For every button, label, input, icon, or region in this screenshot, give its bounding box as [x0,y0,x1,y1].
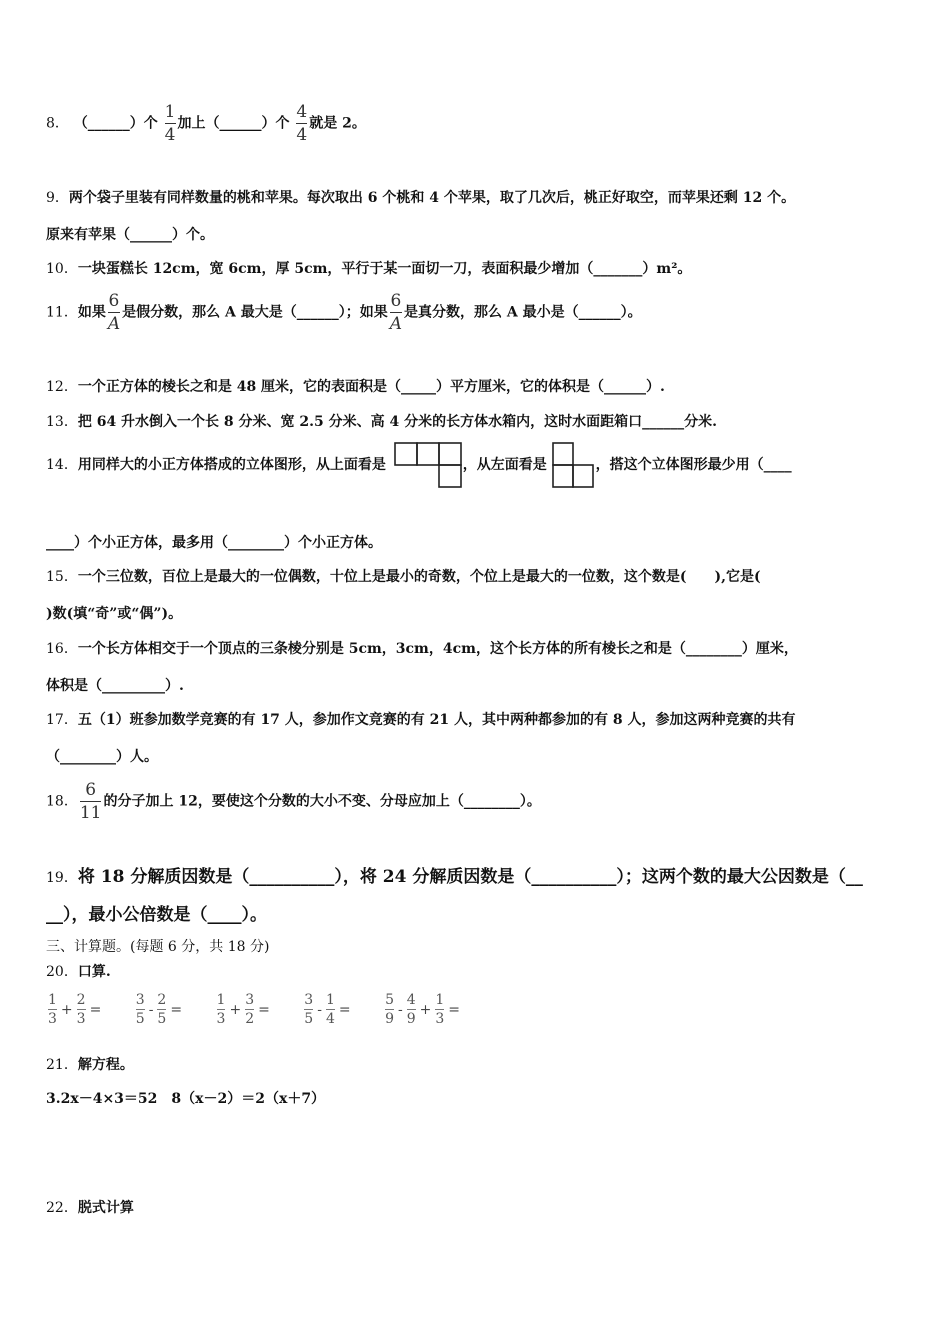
question-15 [46,566,761,586]
question-12 [46,376,665,396]
question-21 [46,1054,134,1074]
expression-4: $\frac{3}{5}$ - $\frac{1}{4}$ = [304,992,351,1027]
question-number: 15． [46,569,78,585]
question-14-line2: ____）个小正方体，最多用（________）个小正方体。 [46,535,382,551]
blank-text: （______）个 [73,115,158,132]
question-number: 12． [46,379,78,395]
question-18 [46,780,541,823]
question-19-line2: __），最小公倍数是（____）。 [46,905,267,925]
question-text: 一个三位数，百位上是最大的一位偶数，十位上是最小的奇数，个位上是最大的一位数，这个数是( ),它是( [77,569,761,585]
question-number: 10． [46,261,78,277]
question-text: 的分子加上 12，要使这个分数的大小不变、分母应加上（________）。 [103,793,541,810]
question-text: 一块蛋糕长 12cm，宽 6cm，厚 5cm，平行于某一面切一刀，表面积最少增加（_______）m²。 [77,261,692,277]
fraction: $\frac{4}{4}$ [296,102,308,145]
question-10 [46,258,691,278]
mental-math-row [46,992,488,1027]
top-view-diagram [391,441,463,489]
question-number: 13． [46,414,78,430]
question-number: 21． [46,1057,78,1073]
question-14 [46,441,792,489]
question-text: 如果 [77,304,106,321]
fraction: $\frac{6}{A}$ [389,291,403,334]
expression-1: $\frac{1}{3}$ + $\frac{2}{3}$ = [48,992,102,1027]
question-number: 11． [46,304,78,321]
question-16 [46,638,798,658]
question-text: 用同样大的小正方体搭成的立体图形，从上面看是 [77,457,386,473]
question-number: 14． [46,457,78,473]
question-text: 是真分数，那么 A 最小是（______）。 [404,304,642,321]
question-number: 19． [46,870,78,886]
question-15-line2: )数(填“奇”或“偶”)。 [46,606,183,622]
question-19 [46,862,863,887]
question-text: ，搭这个立体图形最少用（____ [595,457,792,473]
question-11 [46,291,642,334]
expression-2: $\frac{3}{5}$ - $\frac{2}{5}$ = [135,992,183,1027]
question-9 [46,187,795,207]
question-text: 两个袋子里装有同样数量的桃和苹果。每次取出 6 个桃和 4 个苹果，取了几次后，桃正好取空，而苹果还剩 12 个。 [68,190,796,206]
question-number: 20． [46,964,78,980]
question-number: 18． [46,793,78,810]
question-22 [46,1197,134,1217]
question-text: 加上（______）个 [177,115,290,132]
left-view-diagram [552,441,596,489]
question-text: 一个正方体的棱长之和是 48 厘米，它的表面积是（_____）平方厘米，它的体积是（______）. [77,379,665,395]
question-text: 将 18 分解质因数是（__________），将 24 分解质因数是（__________）；这两个数的最大公因数是（__ [77,867,863,887]
question-text: 五（1）班参加数学竞赛的有 17 人，参加作文竞赛的有 21 人，其中两种都参加的有 8 人，参加这两种竞赛的共有 [77,712,796,728]
question-text: 就是 2。 [309,115,366,132]
fraction: $\frac{6}{A}$ [107,291,121,334]
equations: 3.2x－4×3＝52 8（x－2）＝2（x＋7） [46,1091,326,1107]
question-number: 16． [46,641,78,657]
question-number: 17． [46,712,78,728]
question-13 [46,411,717,431]
expression-5: $\frac{5}{9}$ - $\frac{4}{9}$ + $\frac{1}{3}$ = [385,992,461,1027]
question-number: 22． [46,1200,78,1216]
section-heading: 三、计算题。(每题 6 分，共 18 分) [46,939,270,955]
question-text: 是假分数，那么 A 最大是（______）；如果 [122,304,388,321]
question-17-line2: （________）人。 [46,749,158,765]
question-9-line2: 原来有苹果（______）个。 [46,227,214,243]
question-text: 脱式计算 [77,1200,134,1216]
question-text: ，从左面看是 [462,457,547,473]
expression-3: $\frac{1}{3}$ + $\frac{3}{2}$ = [216,992,270,1027]
question-text: 解方程。 [77,1057,134,1073]
question-number: 8． [46,115,69,132]
question-8 [46,102,366,145]
question-16-line2: 体积是（_________）. [46,678,184,694]
fraction: $\frac{6}{11}$ [79,780,102,823]
question-20 [46,961,111,981]
question-text: 一个长方体相交于一个顶点的三条棱分别是 5cm，3cm，4cm，这个长方体的所有棱长之和是（________）厘米， [77,641,798,657]
question-text: 口算. [77,964,111,980]
question-17 [46,709,796,729]
question-text: 把 64 升水倒入一个长 8 分米、宽 2.5 分米、高 4 分米的长方体水箱内，这时水面距箱口______分米. [77,414,718,430]
fraction: $\frac{1}{4}$ [164,102,176,145]
question-number: 9． [46,190,69,206]
